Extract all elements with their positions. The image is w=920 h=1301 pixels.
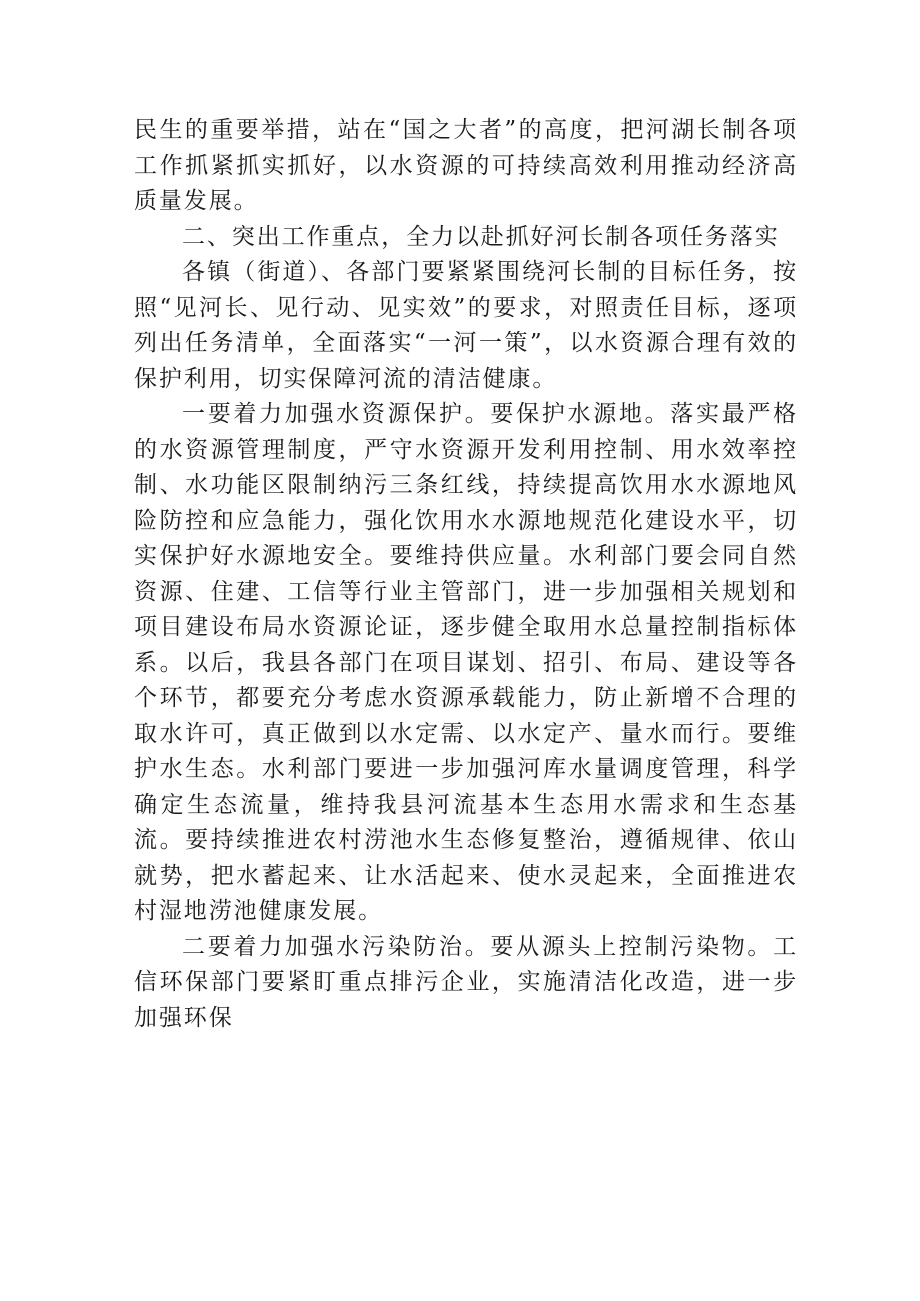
paragraph-continuation: 民生的重要举措，站在“国之大者”的高度，把河湖长制各项工作抓紧抓实抓好，以水资源的可持续高效利用推动经济高质量发展。 bbox=[134, 117, 798, 214]
paragraph-section-intro: 各镇（街道）、各部门要紧紧围绕河长制的目标任务，按照“见河长、见行动、见实效”的要求，对照责任目标，逐项列出任务清单，全面落实“一河一策”，以水资源合理有效的保护利用，切实保障河流的清洁健康。 bbox=[134, 259, 798, 392]
section-heading: 二、突出工作重点，全力以赴抓好河长制各项任务落实 bbox=[182, 223, 780, 250]
document-page bbox=[134, 113, 798, 1036]
paragraph-water-pollution-control: 二要着力加强水污染防治。要从源头上控制污染物。工信环保部门要紧盯重点排污企业，实施清洁化改造，进一步加强环保 bbox=[134, 933, 798, 1031]
paragraph-water-resource-protection: 一要着力加强水资源保护。要保护水源地。落实最严格的水资源管理制度，严守水资源开发利用控制、用水效率控制、水功能区限制纳污三条红线，持续提高饮用水水源地风险防控和应急能力，强化饮用水水源地规范化建设水平，切实保护好水源地安全。要维持供应量。水利部门要会同自然资源、住建、工信等行业主管部门，进一步加强相关规划和项目建设布局水资源论证，逐步健全取用水总量控制指标体系。以后，我县各部门在项目谋划、招引、布局、建设等各个环节，都要充分考虑水资源承载能力，防止新增不合理的取水许可，真正做到以水定需、以水定产、量水而行。要维护水生态。水利部门要进一步加强河库水量调度管理，科学确定生态流量，维持我县河流基本生态用水需求和生态基流。要持续推进农村涝池水生态修复整治，遵循规律、依山就势，把水蓄起来、让水活起来、使水灵起来，全面推进农村湿地涝池健康发展。 bbox=[134, 401, 798, 924]
